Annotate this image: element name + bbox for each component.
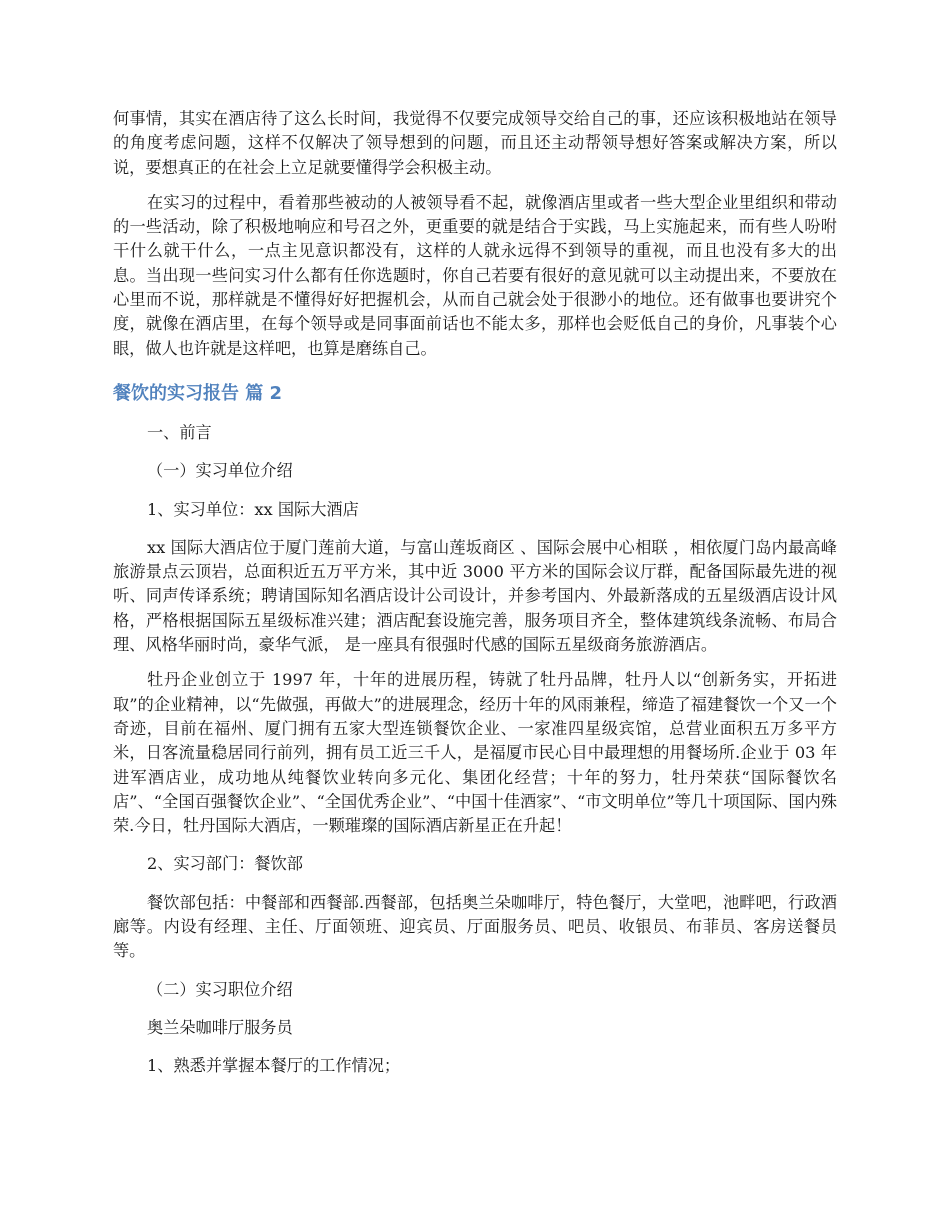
paragraph-hotel-intro: xx 国际大酒店位于厦门莲前大道，与富山莲坂商区 、国际会展中心相联 ，相依厦门岛内最高峰旅游景点云顶岩，总面积近五万平方米，其中近 3000 平方米的国际会议厅群，配备国际最先进的视听、同声传译系统；聘请国际知名酒店设计公司设计，并参考国内、外最新落成的五星级酒店设计风格，严格根据国际五星级标准兴建；酒店配套设施完善，服务项目齐全，整体建筑线条流畅、布局合理、风格华丽时尚，豪华气派， 是一座具有很强时代感的国际五星级商务旅游酒店。 [113,537,837,655]
item-internship-unit: 1、实习单位：xx 国际大酒店 [147,499,359,519]
paragraph-fb-department: 餐饮部包括：中餐部和西餐部.西餐部，包括奥兰朵咖啡厅，特色餐厅，大堂吧，池畔吧，行政酒廊等。内设有经理、主任、厅面领班、迎宾员、厅面服务员、吧员、收银员、布菲员、客房送餐员等。 [113,892,837,961]
subheading-preface: 一、前言 [147,422,212,442]
duty-item-1: 1、熟悉并掌握本餐厅的工作情况； [147,1056,401,1076]
paragraph-internship-reflection: 在实习的过程中，看着那些被动的人被领导看不起，就像酒店里或者一些大型企业里组织和带动的一些活动，除了积极地响应和号召之外，更重要的就是结合于实践，马上实施起来，而有些人吩咐干什么就干什么，一点主见意识都没有，这样的人就永远得不到领导的重视，而且也没有多大的出息。当出现一些问实习什么都有任你选题时，你自己若要有很好的意见就可以主动提出来，不要放在心里而不说，那样就是不懂得好好把握机会，从而自己就会处于很渺小的地位。还有做事也要讲究个度，就像在酒店里，在每个领导或是同事面前话也不能太多，那样也会贬低自己的身价，凡事装个心眼，做人也许就是这样吧，也算是磨练自己。 [113,192,837,358]
subheading-position-intro: （二）实习职位介绍 [147,979,293,999]
paragraph-mudan-company: 牡丹企业创立于 1997 年，十年的进展历程，铸就了牡丹品牌，牡丹人以“创新务实，开拓进取”的企业精神，以“先做强，再做大”的进展理念，经历十年的风雨兼程，缔造了福建餐饮一个又一个奇迹，目前在福州、厦门拥有五家大型连锁餐饮企业、一家准四星级宾馆，总营业面积五万多平方米，日客流量稳居同行前列，拥有员工近三千人，是福厦市民心目中最理想的用餐场所.企业于 03 年进军酒店业，成功地从纯餐饮业转向多元化、集团化经营；十年的努力，牡丹荣获“国际餐饮名店”、“全国百强餐饮企业”、“全国优秀企业”、“中国十佳酒家”、“市文明单位”等几十项国际、国内殊荣.今日，牡丹国际大酒店，一颗璀璨的国际酒店新星正在升起！ [113,670,837,836]
section-heading: 餐饮的实习报告 篇 2 [113,382,283,404]
position-title: 奥兰朵咖啡厅服务员 [147,1017,293,1037]
paragraph-continued: 何事情，其实在酒店待了这么长时间，我觉得不仅要完成领导交给自己的事，还应该积极地站在领导的角度考虑问题，这样不仅解决了领导想到的问题，而且还主动帮领导想好答案或解决方案，所以说，要想真正的在社会上立足就要懂得学会积极主动。 [113,109,837,177]
document-page [113,107,837,1079]
subheading-unit-intro: （一）实习单位介绍 [147,461,293,481]
item-internship-department: 2、实习部门：餐饮部 [147,854,303,874]
